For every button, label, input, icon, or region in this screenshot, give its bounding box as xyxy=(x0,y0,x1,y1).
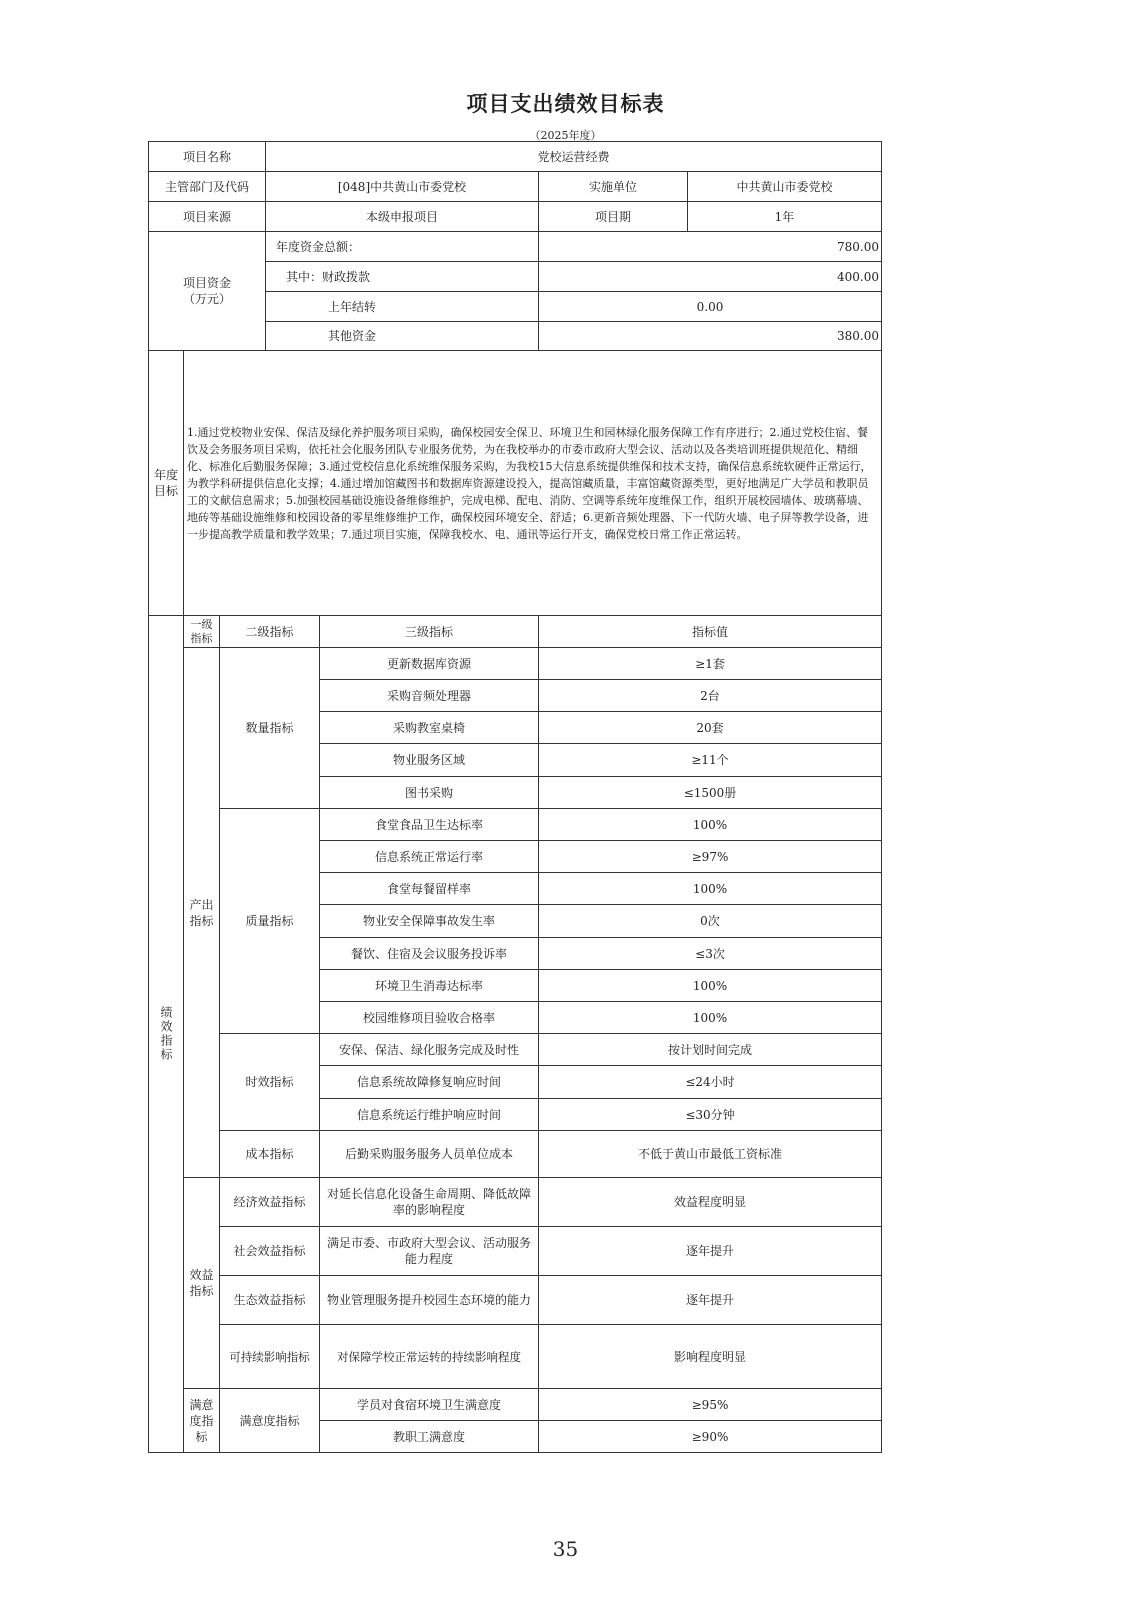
indicator-name: 信息系统运行维护响应时间 xyxy=(319,1098,539,1131)
funds-total-value: 780.00 xyxy=(538,231,882,262)
goal-text: 1.通过党校物业安保、保洁及绿化养护服务项目采购，确保校园安全保卫、环境卫生和园林绿化服务保障工作有序进行；2.通过党校住宿、餐饮及会务服务项目采购，依托社会化服务团队专业服务优势，为在我校举办的市委市政府大型会议、活动以及各类培训班提供规范化、精细化、标准化后勤服务保障；3.通过党校信息化系统维保服务采购，为我校15大信息系统提供维保和技术支持，确保信息系统软硬件正常运行，为教学科研提供信息化支撑；4.通过增加馆藏图书和数据库资源建设投入，提高馆藏质量，丰富馆藏资源类型，更好地满足广大学员和教职员工的文献信息需求；5.加强校园基础设施设备维修维护，完成电梯、配电、消防、空调等系统年度维保工作，组织开展校园墙体、玻璃幕墙、地砖等基础设施维修和校园设备的零星维修维护工作，确保校园环境安全、舒适；6.更新音频处理器、下一代防火墙、电子屏等教学设备，进一步提高教学质量和教学效果；7.通过项目实施，保障我校水、电、通讯等运行开支，确保党校日常工作正常运转。 xyxy=(183,350,882,616)
indicator-value: 影响程度明显 xyxy=(538,1324,882,1389)
indicator-value: ≥1套 xyxy=(538,647,882,680)
fiscal-year: （2025年度） xyxy=(529,129,602,142)
period-label: 项目期 xyxy=(538,201,688,232)
indicator-value: ≥11个 xyxy=(538,743,882,777)
indicator-value: ≤1500册 xyxy=(538,776,882,809)
indicator-value: 不低于黄山市最低工资标准 xyxy=(538,1130,882,1178)
indicator-value: 100% xyxy=(538,808,882,841)
funds-fiscal-value: 400.00 xyxy=(538,261,882,292)
funds-carry-label: 上年结转 xyxy=(265,291,539,322)
indicator-name: 满足市委、市政府大型会议、活动服务能力程度 xyxy=(319,1226,539,1276)
indicator-value: 100% xyxy=(538,969,882,1002)
head-level3: 三级指标 xyxy=(319,615,539,648)
indicator-value: 逐年提升 xyxy=(538,1226,882,1276)
indicator-value: 100% xyxy=(538,872,882,905)
indicator-name: 图书采购 xyxy=(319,776,539,809)
indicator-name: 餐饮、住宿及会议服务投诉率 xyxy=(319,937,539,970)
cost-label: 成本指标 xyxy=(219,1130,320,1178)
indicator-name: 更新数据库资源 xyxy=(319,647,539,680)
indicator-value: 2台 xyxy=(538,679,882,712)
dept-value: [048]中共黄山市委党校 xyxy=(265,171,539,202)
indicator-value: ≤30分钟 xyxy=(538,1098,882,1131)
indicator-name: 食堂食品卫生达标率 xyxy=(319,808,539,841)
indicator-value: ≥90% xyxy=(538,1420,882,1453)
funds-total-label: 年度资金总额： xyxy=(265,231,539,262)
indicator-value: ≥97% xyxy=(538,840,882,873)
funds-label: 项目资金 （万元） xyxy=(148,231,266,351)
benefit-type-label: 可持续影响指标 xyxy=(219,1324,320,1389)
indicator-value: 100% xyxy=(538,1001,882,1034)
project-name-value: 党校运营经费 xyxy=(265,141,882,172)
timeliness-label: 时效指标 xyxy=(219,1033,320,1131)
quality-label: 质量指标 xyxy=(219,808,320,1034)
head-level2: 二级指标 xyxy=(219,615,320,648)
indicator-name: 对延长信息化设备生命周期、降低故障率的影响程度 xyxy=(319,1177,539,1227)
indicator-name: 物业服务区域 xyxy=(319,743,539,777)
indicator-name: 安保、保洁、绿化服务完成及时性 xyxy=(319,1033,539,1066)
source-value: 本级申报项目 xyxy=(265,201,539,232)
page-title: 项目支出绩效目标表 xyxy=(466,91,665,116)
funds-carry-value: 0.00 xyxy=(538,291,882,322)
indicator-name: 食堂每餐留样率 xyxy=(319,872,539,905)
benefit-label: 效益指标 xyxy=(183,1177,220,1389)
indicator-name: 采购音频处理器 xyxy=(319,679,539,712)
indicator-value: 逐年提升 xyxy=(538,1275,882,1325)
indicator-value: 20套 xyxy=(538,711,882,744)
funds-other-label: 其他资金 xyxy=(265,321,539,351)
indicator-name: 物业管理服务提升校园生态环境的能力 xyxy=(319,1275,539,1325)
indicator-name: 采购教室桌椅 xyxy=(319,711,539,744)
indicator-value: ≤24小时 xyxy=(538,1065,882,1099)
indicator-name: 对保障学校正常运转的持续影响程度 xyxy=(319,1324,539,1389)
source-label: 项目来源 xyxy=(148,201,266,232)
indicator-name: 后勤采购服务服务人员单位成本 xyxy=(319,1130,539,1178)
indicator-name: 环境卫生消毒达标率 xyxy=(319,969,539,1002)
dept-label: 主管部门及代码 xyxy=(148,171,266,202)
benefit-type-label: 生态效益指标 xyxy=(219,1275,320,1325)
period-value: 1年 xyxy=(687,201,882,232)
indicator-value: ≤3次 xyxy=(538,937,882,970)
goal-label: 年度 目标 xyxy=(148,350,184,616)
indicator-name: 信息系统正常运行率 xyxy=(319,840,539,873)
funds-other-value: 380.00 xyxy=(538,321,882,351)
perf-label: 绩效指标 xyxy=(148,615,184,1453)
page-number: 35 xyxy=(552,1537,579,1561)
satisfaction-type-label: 满意度指标 xyxy=(219,1388,320,1453)
head-value: 指标值 xyxy=(538,615,882,648)
benefit-type-label: 社会效益指标 xyxy=(219,1226,320,1276)
indicator-name: 物业安全保障事故发生率 xyxy=(319,904,539,938)
quantity-label: 数量指标 xyxy=(219,647,320,809)
indicator-name: 校园维修项目验收合格率 xyxy=(319,1001,539,1034)
unit-label: 实施单位 xyxy=(538,171,688,202)
indicator-value: 按计划时间完成 xyxy=(538,1033,882,1066)
indicator-value: ≥95% xyxy=(538,1388,882,1421)
head-level1: 一级指标 xyxy=(183,615,220,648)
indicator-value: 效益程度明显 xyxy=(538,1177,882,1227)
indicator-value: 0次 xyxy=(538,904,882,938)
indicator-name: 教职工满意度 xyxy=(319,1420,539,1453)
project-name-label: 项目名称 xyxy=(148,141,266,172)
benefit-type-label: 经济效益指标 xyxy=(219,1177,320,1227)
output-label: 产出指标 xyxy=(183,647,220,1178)
indicator-name: 信息系统故障修复响应时间 xyxy=(319,1065,539,1099)
funds-fiscal-label: 其中：财政拨款 xyxy=(265,261,539,292)
indicator-name: 学员对食宿环境卫生满意度 xyxy=(319,1388,539,1421)
satisfaction-label: 满意度指标 xyxy=(183,1388,220,1453)
unit-value: 中共黄山市委党校 xyxy=(687,171,882,202)
